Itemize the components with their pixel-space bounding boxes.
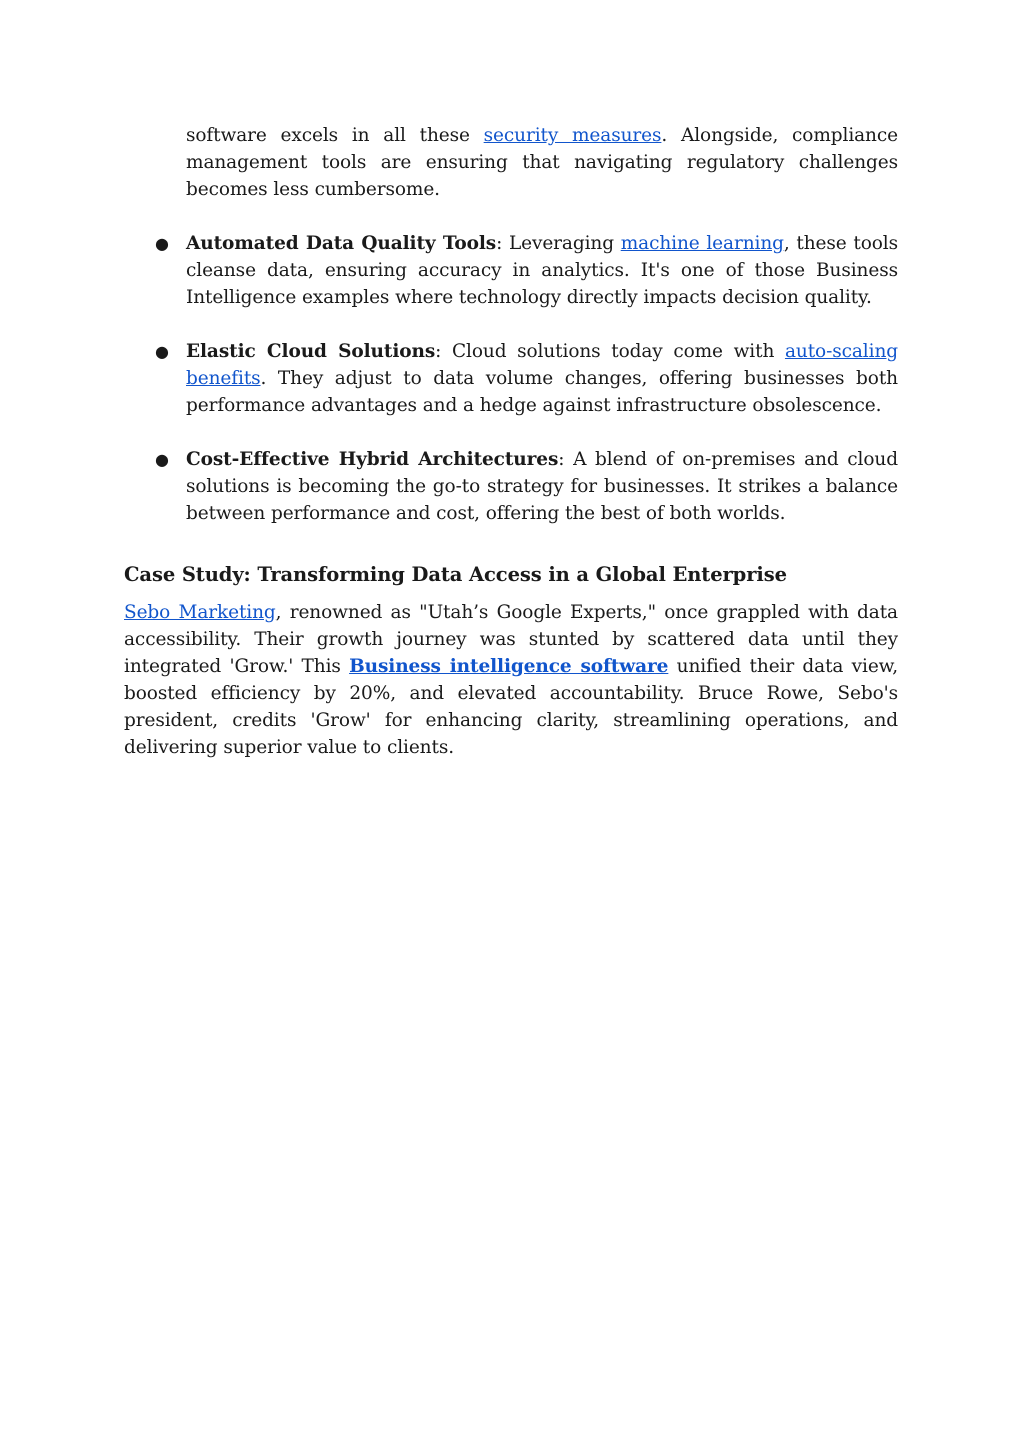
bullet-icon: ● — [155, 234, 169, 253]
bullet-item-data-quality — [186, 230, 898, 311]
bullet-text-after: : A blend of on-premises and cloud solutions is becoming the go-to strategy for businesses. It strikes a balance between performance and cost, offering the best of both worlds. — [186, 449, 898, 524]
bullet-text-before: : Leveraging — [496, 233, 621, 254]
bullet-item-hybrid — [186, 446, 898, 527]
bullet-text-before: : Cloud solutions today come with — [435, 341, 785, 362]
case-study-text-2: unified their data view, boosted efficiency by 20%, and elevated accountability. Bruce Rowe, Sebo's president, credits 'Grow' for enhancing clarity, streamlining operations, and delivering superior value to clients. — [124, 656, 898, 758]
auto-scaling-link[interactable]: auto-scaling benefits — [186, 341, 898, 389]
case-study-text-1: , renowned as "Utah’s Google Experts," once grappled with data accessibility. Their growth journey was stunted by scattered data until they integrated 'Grow.' This — [124, 602, 898, 677]
continuation-text-before: software excels in all these — [186, 125, 484, 146]
bullet-icon: ● — [155, 342, 169, 361]
bullet-icon: ● — [155, 450, 169, 469]
bullet-title: Cost-Effective Hybrid Architectures — [186, 449, 559, 470]
continuation-paragraph — [186, 122, 898, 203]
bullet-text-after: , these tools cleanse data, ensuring accuracy in analytics. It's one of those Business Intelligence examples where technology directly impacts decision quality. — [186, 233, 898, 308]
case-study-heading: Case Study: Transforming Data Access in a Global Enterprise — [124, 563, 787, 586]
continuation-text-after: . Alongside, compliance management tools are ensuring that navigating regulatory challenges becomes less cumbersome. — [186, 125, 898, 200]
bullet-item-elastic-cloud — [186, 338, 898, 419]
bullet-title: Elastic Cloud Solutions — [186, 341, 436, 362]
security-measures-link[interactable]: security measures — [483, 125, 662, 146]
business-intelligence-link[interactable] — [349, 656, 668, 677]
bullet-text-after: . They adjust to data volume changes, offering businesses both performance advantages and a hedge against infrastructure obsolescence. — [186, 368, 898, 416]
case-study-paragraph — [124, 599, 898, 761]
machine-learning-link[interactable]: machine learning — [620, 233, 784, 254]
sebo-marketing-link[interactable]: Sebo Marketing — [124, 602, 276, 623]
bullet-title: Automated Data Quality Tools — [186, 233, 497, 254]
business-intelligence-link-text: Business intelligence software — [349, 656, 669, 677]
